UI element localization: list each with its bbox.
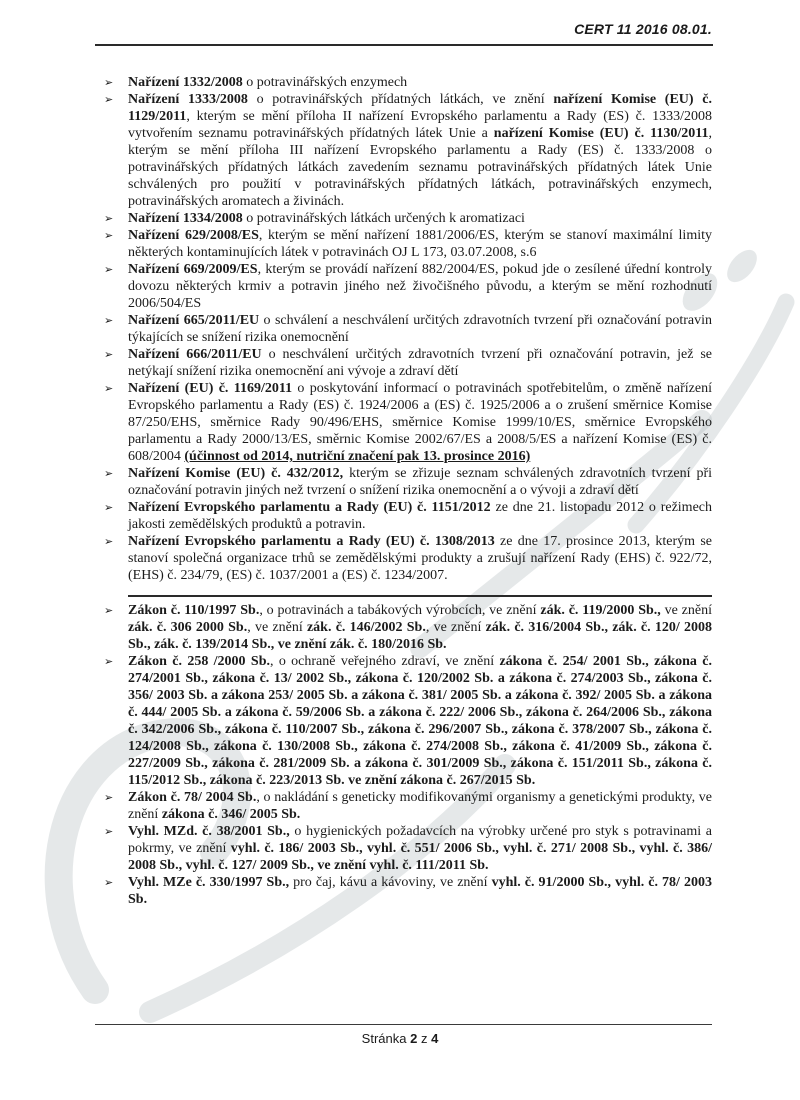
list-item-text <box>128 210 712 227</box>
bullet-arrow-icon: ➢ <box>104 791 114 804</box>
bullet-arrow-icon: ➢ <box>104 76 114 89</box>
text-segment: pro čaj, kávu a kávoviny, ve znění <box>289 875 492 890</box>
text-segment: kterým se zřizuje seznam schválených zdravotních tvrzení při označování potravin jiných než tvrzení o snížení rizika onemocnění a o vývoji a zdraví dětí <box>128 466 712 498</box>
text-segment: Nařízení 1332/2008 <box>128 75 243 90</box>
list-item-text <box>128 465 712 499</box>
bullet-arrow-icon: ➢ <box>104 655 114 668</box>
text-segment: , ve znění <box>247 620 307 635</box>
document-body <box>104 74 712 908</box>
bullet-arrow-icon: ➢ <box>104 604 114 617</box>
text-segment: o potravinářských enzymech <box>242 75 408 90</box>
list-item-text <box>128 653 712 789</box>
footer-label: Stránka <box>361 1031 407 1046</box>
bullet-arrow-icon: ➢ <box>104 212 114 225</box>
list-item <box>104 789 712 823</box>
list-item <box>104 210 712 227</box>
text-segment: Nařízení 1333/2008 <box>128 92 248 107</box>
regulations-list <box>104 74 712 584</box>
text-segment: vyhl. č. 186/ 2003 Sb., vyhl. č. 551/ 2006 Sb., vyhl. č. 271/ 2008 Sb., vyhl. č. 386/ 2008 Sb., vyhl. č. 127/ 2009 Sb., ve znění vyhl. č. 111/2011 Sb. <box>128 841 712 873</box>
text-segment: vyhl. č. 91/2000 Sb., vyhl. č. 78/ 2003 Sb. <box>128 875 712 907</box>
text-segment: nařízení Komise (EU) č. 1129/2011 <box>128 92 712 124</box>
text-segment: o schválení a neschválení určitých zdravotních tvrzení při označování potravin týkajících se snížení rizika onemocnění <box>128 313 712 345</box>
list-item <box>104 465 712 499</box>
text-segment: zákona č. 346/ 2005 Sb. <box>161 807 301 822</box>
text-segment: Nařízení 629/2008/ES <box>128 228 259 243</box>
text-segment: , o potravinách a tabákových výrobcích, ve znění <box>259 603 541 618</box>
text-segment: Nařízení Evropského parlamentu a Rady (EU) č. 1151/2012 <box>128 500 491 515</box>
bullet-arrow-icon: ➢ <box>104 501 114 514</box>
text-segment: o neschválení určitých zdravotních tvrzení při označování potravin, jež se netýkají snížení rizika onemocnění ani vývoje a zdraví dětí <box>128 347 712 379</box>
bullet-arrow-icon: ➢ <box>104 263 114 276</box>
bullet-arrow-icon: ➢ <box>104 825 114 838</box>
bullet-arrow-icon: ➢ <box>104 229 114 242</box>
list-item-text <box>128 874 712 908</box>
list-item-text <box>128 91 712 210</box>
text-segment: , o nakládání s geneticky modifikovanými organismy a genetickými produkty, ve znění <box>128 790 712 822</box>
bullet-arrow-icon: ➢ <box>104 535 114 548</box>
page-footer <box>0 1031 800 1046</box>
text-segment: o potravinářských přídatných látkách, ve znění <box>247 92 554 107</box>
list-item-text <box>128 380 712 465</box>
text-segment: Nařízení 669/2009/ES <box>128 262 258 277</box>
text-segment: ve znění <box>660 603 713 618</box>
list-item-text <box>128 227 712 261</box>
text-segment: Nařízení Evropského parlamentu a Rady (EU) č. 1308/2013 <box>128 534 495 549</box>
list-item <box>104 346 712 380</box>
bullet-arrow-icon: ➢ <box>104 93 114 106</box>
text-segment: Nařízení 665/2011/EU <box>128 313 260 328</box>
list-item-text <box>128 312 712 346</box>
footer-page-number: 2 <box>410 1031 418 1046</box>
footer-total-pages: 4 <box>431 1031 439 1046</box>
text-segment: ze dne 21. listopadu 2012 o režimech jakosti zemědělských produktů a potravin. <box>128 500 712 532</box>
list-item <box>104 74 712 91</box>
text-segment: Zákon č. 78/ 2004 Sb. <box>128 790 257 805</box>
header-rule <box>95 44 713 46</box>
list-item <box>104 261 712 312</box>
text-segment: Vyhl. MZd. č. 38/2001 Sb., <box>128 824 290 839</box>
footer-of-label: z <box>420 1031 428 1046</box>
text-segment: zák. č. 316/2004 Sb., zák. č. 120/ 2008 Sb., zák. č. 139/2014 Sb., ve znění zák. č. 180/2016 Sb. <box>128 620 713 652</box>
list-item <box>104 653 712 789</box>
text-segment: , o ochraně veřejného zdraví, ve znění <box>269 654 500 669</box>
list-item-text <box>128 346 712 380</box>
list-item <box>104 874 712 908</box>
list-item <box>104 91 712 210</box>
text-segment: , kterým se mění příloha III nařízení Evropského parlamentu a Rady (ES) č. 1333/2008 o potravinářských přídatných látkách zavedením seznamu potravinářských přídatných látek Unie schválených pro použití v potravinářských přídatných látkách, potravinářských enzymech, potravinářských aromatech a živinách. <box>128 126 712 209</box>
bullet-arrow-icon: ➢ <box>104 467 114 480</box>
text-segment: ze dne 17. prosince 2013, kterým se stanoví společná organizace trhů se zemědělskými produkty a zrušují nařízení Rady (EHS) č. 922/72, (EHS) č. 234/79, (ES) č. 1037/2001 a (ES) č. 1234/2007. <box>128 534 712 583</box>
list-item-text <box>128 602 712 653</box>
bullet-arrow-icon: ➢ <box>104 314 114 327</box>
list-item <box>104 227 712 261</box>
text-segment: o hygienických požadavcích na výrobky určené pro styk s potravinami a pokrmy, ve znění <box>128 824 713 856</box>
text-segment: zákona č. 254/ 2001 Sb., zákona č. 274/2001 Sb., zákona č. 13/ 2002 Sb., zákona č. 120/2002 Sb. a zákona č. 274/2003 Sb., zákona č. 356/ 2003 Sb. a zákona 253/ 2005 Sb. a zákona č. 381/ 2005 Sb. a zákona č. 392/ 2005 Sb. a zákona č. 444/ 2005 Sb. a zákona č. 59/2006 Sb. a zákona č. 222/ 2006 Sb., zákona č. 264/2006 Sb., zákona č. 342/2006 Sb., zákona č. 110/2007 Sb., zákona č. 296/2007 Sb., zákona č. 378/2007 Sb., zákona č. 124/2008 Sb., zákona č. 130/2008 Sb., zákona č. 274/2008 Sb., zákona č. 41/2009 Sb., zákona č. 227/2009 Sb., zákona č. 281/2009 Sb. a zákona č. 301/2009 Sb., zákona č. 151/2011 Sb., zákona č. 115/2012 Sb., zákona č. 223/2013 Sb. ve znění zákona č. 267/2015 Sb. <box>128 654 712 788</box>
list-item-text <box>128 533 712 584</box>
text-segment: Nařízení 666/2011/EU <box>128 347 262 362</box>
section-divider-rule <box>128 595 712 597</box>
text-segment: nařízení Komise (EU) č. 1130/2011 <box>493 126 709 141</box>
text-segment: zák. č. 119/2000 Sb., <box>540 603 661 618</box>
text-segment: Zákon č. 258 /2000 Sb. <box>128 654 270 669</box>
list-item <box>104 499 712 533</box>
text-segment: Nařízení 1334/2008 <box>128 211 243 226</box>
text-segment: , kterým se provádí nařízení 882/2004/ES, pokud jde o zesílené úřední kontroly dovozu některých krmiv a potravin jiného než živočišného původu, a kterým se mění rozhodnutí 2006/504/ES <box>128 262 712 311</box>
text-segment: (účinnost od 2014, nutriční značení pak 13. prosince 2016) <box>184 449 531 464</box>
list-item <box>104 312 712 346</box>
bullet-arrow-icon: ➢ <box>104 382 114 395</box>
bullet-arrow-icon: ➢ <box>104 348 114 361</box>
text-segment: , ve znění <box>425 620 486 635</box>
list-item <box>104 823 712 874</box>
list-item-text <box>128 74 712 91</box>
footer-rule <box>95 1024 712 1025</box>
list-item-text <box>128 789 712 823</box>
text-segment: zák. č. 306 2000 Sb. <box>128 620 248 635</box>
text-segment: Nařízení (EU) č. 1169/2011 <box>128 381 293 396</box>
list-item-text <box>128 499 712 533</box>
text-segment: Nařízení Komise (EU) č. 432/2012, <box>128 466 344 481</box>
list-item-text <box>128 261 712 312</box>
text-segment: , kterým se mění nařízení 1881/2006/ES, kterým se stanoví maximální limity některých kontaminujících látek v potravinách OJ L 173, 03.07.2008, s.6 <box>128 228 712 260</box>
text-segment: Vyhl. MZe č. 330/1997 Sb., <box>128 875 290 890</box>
list-item <box>104 533 712 584</box>
text-segment: o potravinářských látkách určených k aromatizaci <box>242 211 525 226</box>
doc-code: CERT 11 2016 08.01. <box>574 21 712 37</box>
text-segment: , kterým se mění příloha II nařízení Evropského parlamentu a Rady (ES) č. 1333/2008 vytvořením seznamu potravinářských přídatných látek Unie a <box>128 109 712 141</box>
list-item-text <box>128 823 712 874</box>
text-segment: o poskytování informací o potravinách spotřebitelům, o změně nařízení Evropského parlamentu a Rady (ES) č. 1924/2006 a (ES) č. 1925/2006 a o zrušení směrnice Komise 87/250/EHS, směrnice Rady 90/496/EHS, směrnice Komise 1999/10/ES, směrnice Evropského parlamentu a Rady 2000/13/ES, směrnic Komise 2002/67/ES a 2008/5/ES a nařízení Komise (ES) č. 608/2004 <box>128 381 713 464</box>
list-item <box>104 602 712 653</box>
text-segment: zák. č. 146/2002 Sb. <box>306 620 426 635</box>
list-item <box>104 380 712 465</box>
bullet-arrow-icon: ➢ <box>104 876 114 889</box>
laws-list <box>104 602 712 908</box>
text-segment: Zákon č. 110/1997 Sb. <box>128 603 260 618</box>
